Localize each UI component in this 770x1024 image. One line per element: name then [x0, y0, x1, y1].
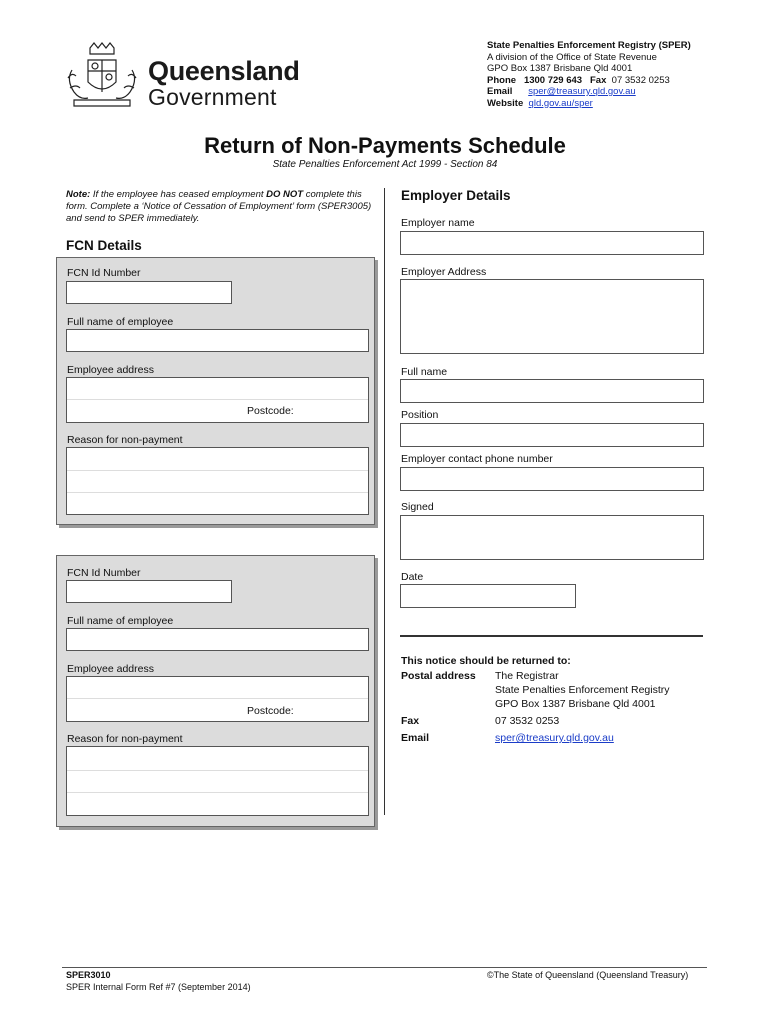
- employer-details-heading: Employer Details: [401, 188, 511, 203]
- position-label: Position: [401, 409, 439, 421]
- employee-address-label: Employee address: [67, 663, 154, 675]
- reason-divider: [67, 792, 368, 793]
- page-subtitle: State Penalties Enforcement Act 1999 - Section 84: [272, 159, 498, 170]
- postal-line-1: The Registrar: [495, 670, 559, 682]
- fcn-panel-1: [56, 257, 375, 525]
- date-label: Date: [401, 571, 424, 583]
- employee-address-label: Employee address: [67, 364, 154, 376]
- employer-address-label: Employer Address: [401, 266, 487, 278]
- postal-address: [495, 669, 670, 711]
- form-code: SPER3010: [66, 970, 111, 980]
- date-input[interactable]: [400, 584, 576, 608]
- fcn-details-heading: FCN Details: [66, 238, 142, 253]
- return-email-wrap: [495, 731, 614, 745]
- postal-label-wrap: [401, 669, 476, 683]
- reason-divider: [67, 492, 368, 493]
- note-part1: If the employee has ceased employment: [90, 189, 267, 200]
- logo-text-government: Government: [148, 84, 277, 110]
- signature-input[interactable]: [400, 515, 704, 560]
- return-section-divider: [400, 635, 703, 637]
- contact-phone-label: Employer contact phone number: [401, 453, 553, 465]
- employee-name-input[interactable]: [66, 329, 369, 352]
- reason-divider: [67, 470, 368, 471]
- postal-line-2: State Penalties Enforcement Registry: [495, 684, 670, 696]
- note-emphasis: DO NOT: [266, 189, 304, 200]
- full-name-label: Full name of employee: [67, 316, 174, 328]
- return-fax-label: Fax: [401, 715, 420, 727]
- agency-email-label: Email: [487, 86, 513, 97]
- full-name-label: Full name of employee: [67, 615, 174, 627]
- agency-fax-label: Fax: [590, 74, 607, 86]
- employer-name-label: Employer name: [401, 217, 475, 229]
- fcn-id-input[interactable]: [66, 580, 232, 603]
- fcn-id-label: FCN Id Number: [67, 267, 141, 279]
- fcn-id-input[interactable]: [66, 281, 232, 304]
- footer-rule: [62, 967, 707, 968]
- employee-address-input[interactable]: [66, 676, 369, 722]
- page-title: Return of Non-Payments Schedule: [204, 133, 566, 158]
- address-divider: [67, 698, 368, 699]
- postal-line-3: GPO Box 1387 Brisbane Qld 4001: [495, 698, 656, 710]
- reason-input[interactable]: [66, 746, 369, 816]
- form-ref: SPER Internal Form Ref #7 (September 2014): [66, 982, 251, 992]
- logo-text-queensland: Queensland: [148, 56, 300, 86]
- full-name-label: Full name: [401, 366, 448, 378]
- agency-email-link[interactable]: sper@treasury.qld.gov.au: [528, 86, 636, 97]
- reason-divider: [67, 770, 368, 771]
- email-label-wrap: [401, 731, 429, 745]
- note-text: [66, 189, 376, 225]
- contact-phone-input[interactable]: [400, 467, 704, 491]
- return-email-label: Email: [401, 732, 430, 744]
- fcn-id-label: FCN Id Number: [67, 567, 141, 579]
- employee-address-input[interactable]: [66, 377, 369, 423]
- employee-name-input[interactable]: [66, 628, 369, 651]
- note-lead: Note:: [66, 189, 91, 200]
- return-fax: 07 3532 0253: [495, 715, 560, 727]
- employer-name-input[interactable]: [400, 231, 704, 255]
- position-input[interactable]: [400, 423, 704, 447]
- agency-address: GPO Box 1387 Brisbane Qld 4001: [487, 63, 633, 74]
- agency-division: A division of the Office of State Revenue: [487, 51, 657, 63]
- fcn-panel-2: [56, 555, 375, 827]
- copyright: ©The State of Queensland (Queensland Treasury): [487, 970, 689, 980]
- agency-name: State Penalties Enforcement Registry (SPER): [487, 40, 691, 51]
- reason-label: Reason for non-payment: [67, 434, 183, 446]
- return-info-block: [401, 654, 721, 668]
- return-email-link[interactable]: sper@treasury.qld.gov.au: [495, 732, 614, 744]
- reason-input[interactable]: [66, 447, 369, 515]
- postcode-label: Postcode:: [247, 405, 294, 417]
- address-divider: [67, 399, 368, 400]
- agency-website-link[interactable]: qld.gov.au/sper: [528, 97, 593, 109]
- return-heading: This notice should be returned to:: [401, 655, 571, 667]
- reason-label: Reason for non-payment: [67, 733, 183, 745]
- agency-phone: 1300 729 643: [523, 74, 583, 86]
- fax-label-wrap: [401, 714, 419, 728]
- agency-website-label: Website: [487, 97, 524, 109]
- agency-phone-label: Phone: [487, 74, 517, 86]
- agency-contact-block: [487, 40, 757, 109]
- column-divider: [384, 188, 385, 815]
- signed-label: Signed: [401, 501, 434, 513]
- agency-fax: 07 3532 0253: [611, 74, 670, 86]
- postcode-label: Postcode:: [247, 705, 294, 717]
- full-name-input[interactable]: [400, 379, 704, 403]
- postal-address-label: Postal address: [401, 670, 476, 682]
- employer-address-input[interactable]: [400, 279, 704, 354]
- note-part2: complete this form. Complete a ‘Notice of Cessation of Employment’ form (SPER3005) and send to SPER immediately.: [66, 189, 372, 224]
